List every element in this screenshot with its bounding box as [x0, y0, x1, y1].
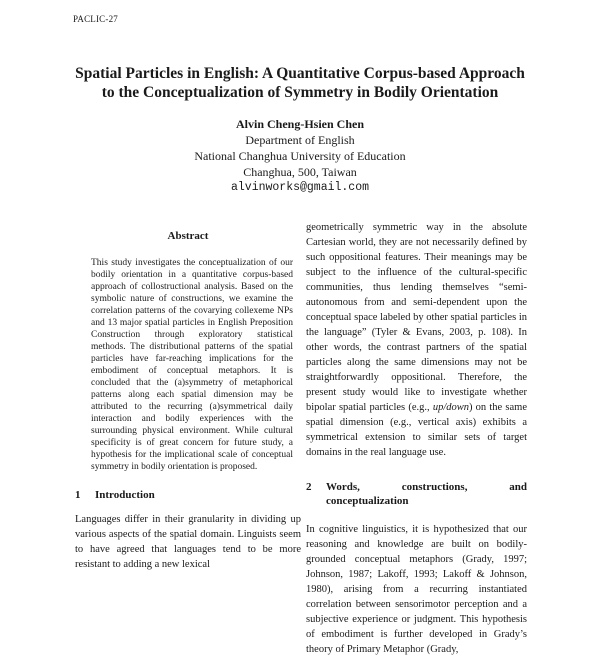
title-line-1: Spatial Particles in English: A Quantitative Corpus-based Approach	[75, 65, 525, 82]
section-2-paragraph: In cognitive linguistics, it is hypothesized that our reasoning and knowledge are built on bodily-grounded conceptual metaphors (Grady, 1997; Johnson, 1987; Lakoff, 1993; Lakoff & Johnson, 1980), arising from a recurring instantiated correlation between sensorimotor perception and a subjective experience or judgment. This hypothesis of embodiment is further developed in Grady’s theory of Primary Metaphor (Grady,	[306, 524, 527, 655]
author-department: Department of English	[245, 133, 355, 147]
section-2-number: 2	[306, 481, 312, 493]
conference-tag: PACLIC-27	[73, 14, 118, 24]
right-paragraph-1-part-b: ) on the same spatial dimension (e.g., vertical axis) exhibits a symmetrical extension to similar sets of target domains in the real language use.	[306, 402, 527, 458]
author-name: Alvin Cheng-Hsien Chen	[235, 117, 365, 131]
author-block	[100, 116, 500, 196]
intro-section-title: Introduction	[95, 488, 155, 501]
section-2-heading	[306, 480, 527, 494]
right-paragraph-1-emphasis: up/down	[432, 402, 469, 413]
intro-heading	[75, 488, 301, 502]
intro-paragraph: Languages differ in their granularity in dividing up various aspects of the spatial domain. Linguists seem to have agreed that languages tend to be more resistant to adding a new lexical	[75, 513, 301, 570]
right-paragraph-1	[306, 220, 527, 460]
section-2-title-line-2: conceptualization	[326, 495, 409, 507]
section-2-title-line-1: Words, constructions, and	[326, 481, 527, 493]
abstract-text: This study investigates the conceptualization of our bodily orientation in a quantitative corpus-based approach of collostructional analysis. Based on the symbolic nature of constructions, we examine the correlation patterns of the covarying collexeme NPs and 13 major spatial particles in English Preposition Construction through exploratory statistical methods. The distributional patterns of the spatial particles have far-reaching implications for the embodiment of conceptual metaphors. It is concluded that the (a)symmetry of metaphorical patterns along each spatial dimension may be attributed to the recurring (a)symmetrical daily interaction and bodily experiences with the surrounding physical environment. While cultural specificity is of great concern for future study, a hypothesis for the implicational scale of conceptual symmetry in bodily orientation is proposed.	[91, 257, 293, 472]
author-email[interactable]: alvinworks@gmail.com	[230, 181, 370, 194]
paper-title	[60, 64, 540, 102]
left-column	[75, 228, 301, 572]
author-location: Changhua, 500, Taiwan	[243, 165, 357, 179]
author-university: National Changhua University of Education	[194, 149, 406, 163]
right-paragraph-1-part-a: geometrically symmetric way in the absolute Cartesian world, they are not necessarily defined by such oppositional features. Their meanings may be subject to the influence of the cultural-specific communities, thus lending themselves “semi-autonomous from and semi-dependent upon the conceptual space labeled by other spatial particles in the language” (Tyler & Evans, 2003, p. 108). In other words, the contrast partners of the spatial particles along the same dimensions may not be straightforwardly oppositional. Therefore, the present study would like to investigate whether bipolar spatial particles (e.g.,	[306, 222, 527, 413]
intro-section-number: 1	[75, 488, 81, 501]
title-line-2: to the Conceptualization of Symmetry in Bodily Orientation	[101, 84, 499, 101]
right-column	[306, 220, 527, 657]
abstract-heading: Abstract	[167, 230, 209, 242]
